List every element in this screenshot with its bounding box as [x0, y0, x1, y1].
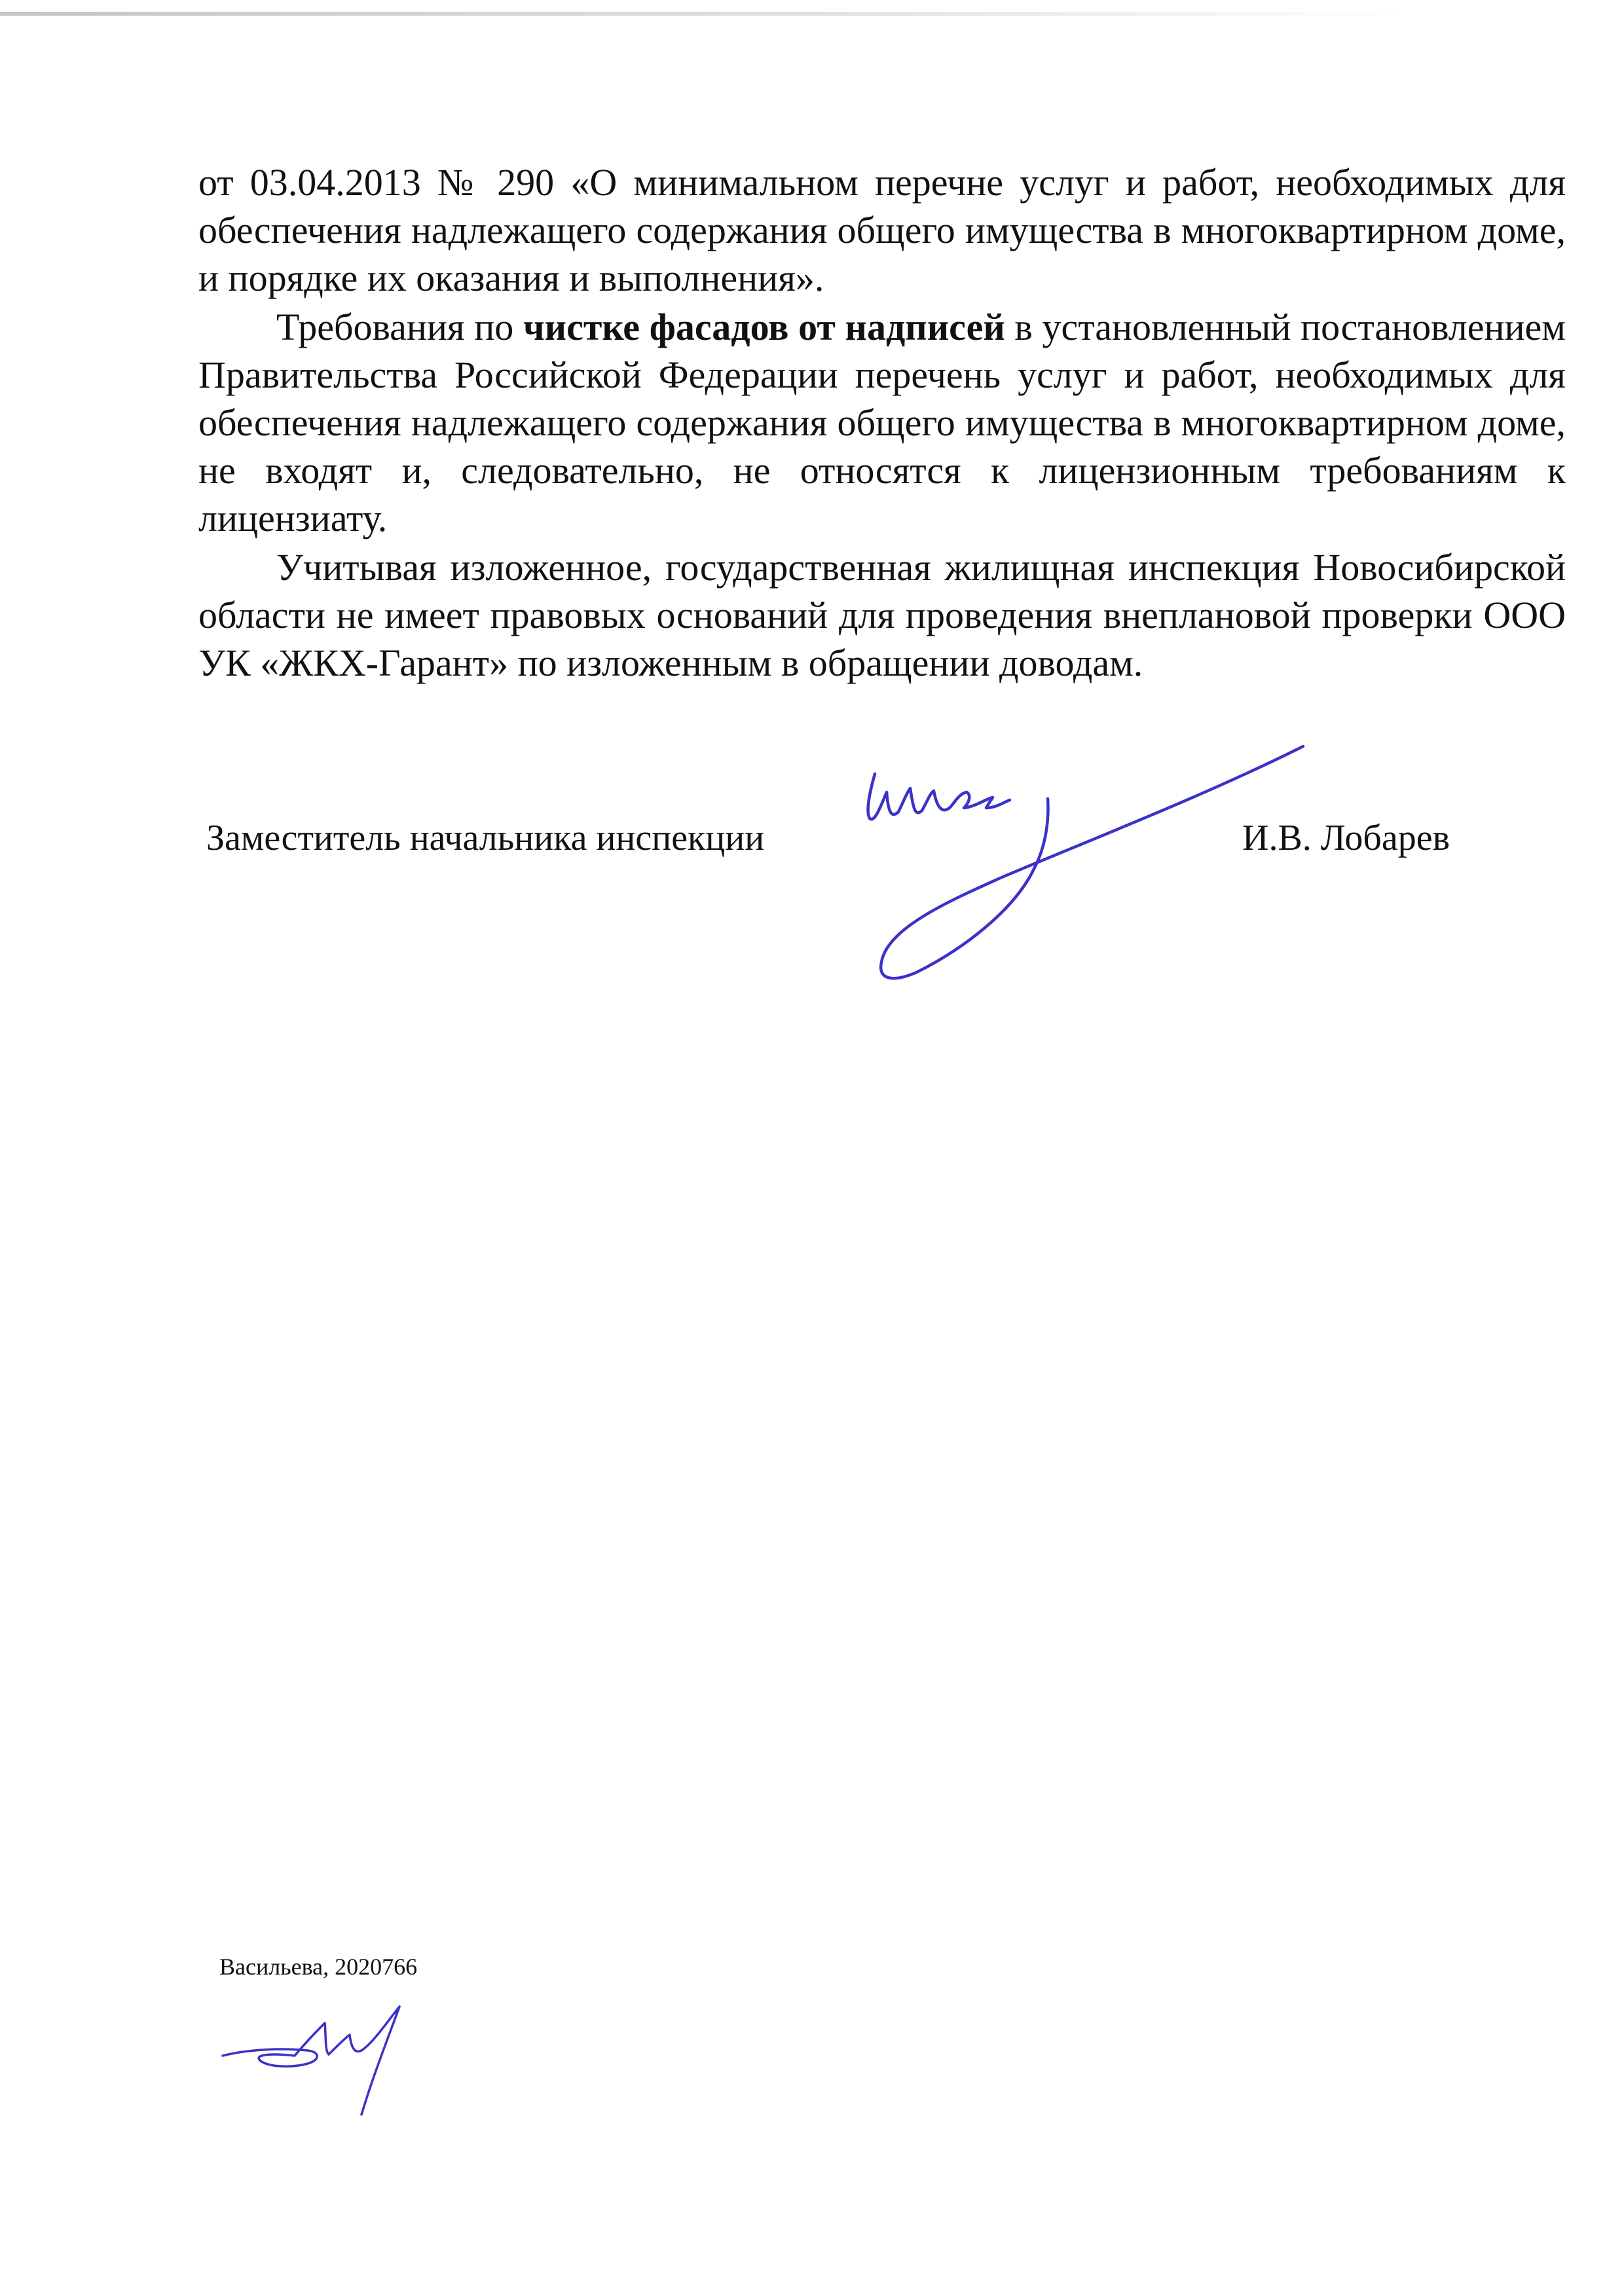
paragraph-requirements-emphasis: чистке фасадов от надписей [523, 306, 1005, 348]
handwritten-signature [838, 720, 1375, 1002]
signer-name: И.В. Лобарев [1242, 818, 1450, 858]
executor-contact: Васильева, 2020766 [219, 1954, 418, 1980]
scan-edge-line [0, 12, 1408, 16]
paragraph-regulation-reference: от 03.04.2013 № 290 «О минимальном перечне услуг и работ, необходимых для обеспечения надлежащего содержания общего имущества в многоквартирном доме, и порядке их оказания и выполнения». [198, 161, 1566, 299]
signer-position: Заместитель начальника инспекции [206, 818, 765, 858]
paragraph-conclusion: Учитывая изложенное, государственная жилищная инспекция Новосибирской области не имеет правовых оснований для проведения внеплановой проверки ООО УК «ЖКХ-Гарант» по изложенным в обращении доводам. [198, 546, 1566, 684]
letter-body [198, 158, 1566, 687]
paragraph-requirements-rest: в установленный постановлением Правительства Российской Федерации перечень услуг и работ, необходимых для обеспечения надлежащего содержания общего имущества в многоквартирном доме, не входят и, следовательно, не относятся к лицензионным требованиям к лицензиату. [198, 306, 1566, 539]
paragraph-requirements [198, 303, 1566, 542]
paragraph-requirements-lead: Требования по [276, 306, 523, 348]
executor-initials-signature [210, 1977, 445, 2134]
